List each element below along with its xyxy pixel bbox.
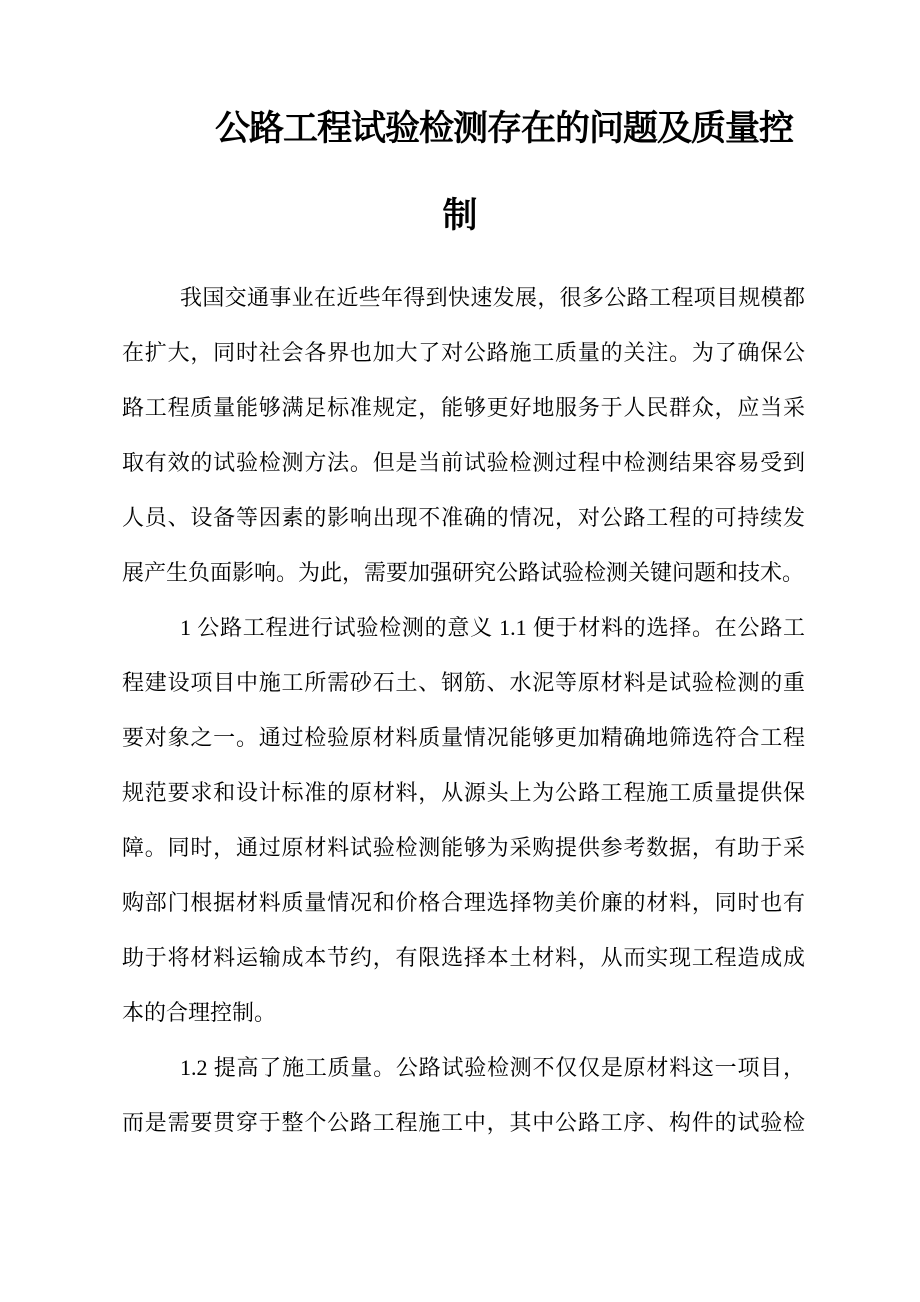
document-title-line2: 制 [442, 196, 478, 235]
text-line: 程建设项目中施工所需砂石土、钢筋、水泥等原材料是试验检测的重 [122, 670, 805, 695]
text-line: 障。同时，通过原材料试验检测能够为采购提供参考数据，有助于采 [122, 835, 805, 860]
text-line: 1 公路工程进行试验检测的意义 1.1 便于材料的选择。在公路工 [180, 615, 805, 640]
text-line: 取有效的试验检测方法。但是当前试验检测过程中检测结果容易受到 [122, 450, 805, 475]
paragraph [122, 1040, 805, 1150]
paragraph [122, 270, 805, 600]
text-line: 在扩大，同时社会各界也加大了对公路施工质量的关注。为了确保公 [122, 340, 805, 365]
text-line: 购部门根据材料质量情况和价格合理选择物美价廉的材料，同时也有 [122, 890, 805, 915]
document-title-line1: 公路工程试验检测存在的问题及质量控 [215, 109, 794, 148]
text-line: 人员、设备等因素的影响出现不准确的情况，对公路工程的可持续发 [122, 505, 805, 530]
text-line: 路工程质量能够满足标准规定，能够更好地服务于人民群众，应当采 [122, 395, 805, 420]
text-line: 我国交通事业在近些年得到快速发展，很多公路工程项目规模都 [180, 285, 805, 310]
text-line: 而是需要贯穿于整个公路工程施工中，其中公路工序、构件的试验检 [122, 1110, 805, 1135]
text-line: 1.2 提高了施工质量。公路试验检测不仅仅是原材料这一项目， [180, 1055, 805, 1080]
document-body [122, 270, 805, 1150]
text-line: 助于将材料运输成本节约，有限选择本土材料，从而实现工程造成成 [122, 945, 805, 970]
paragraph [122, 600, 805, 1040]
text-line: 要对象之一。通过检验原材料质量情况能够更加精确地筛选符合工程 [122, 725, 805, 750]
text-line: 展产生负面影响。为此，需要加强研究公路试验检测关键问题和技术。 [122, 560, 805, 585]
text-line: 本的合理控制。 [122, 1000, 277, 1025]
text-line: 规范要求和设计标准的原材料，从源头上为公路工程施工质量提供保 [122, 780, 805, 805]
